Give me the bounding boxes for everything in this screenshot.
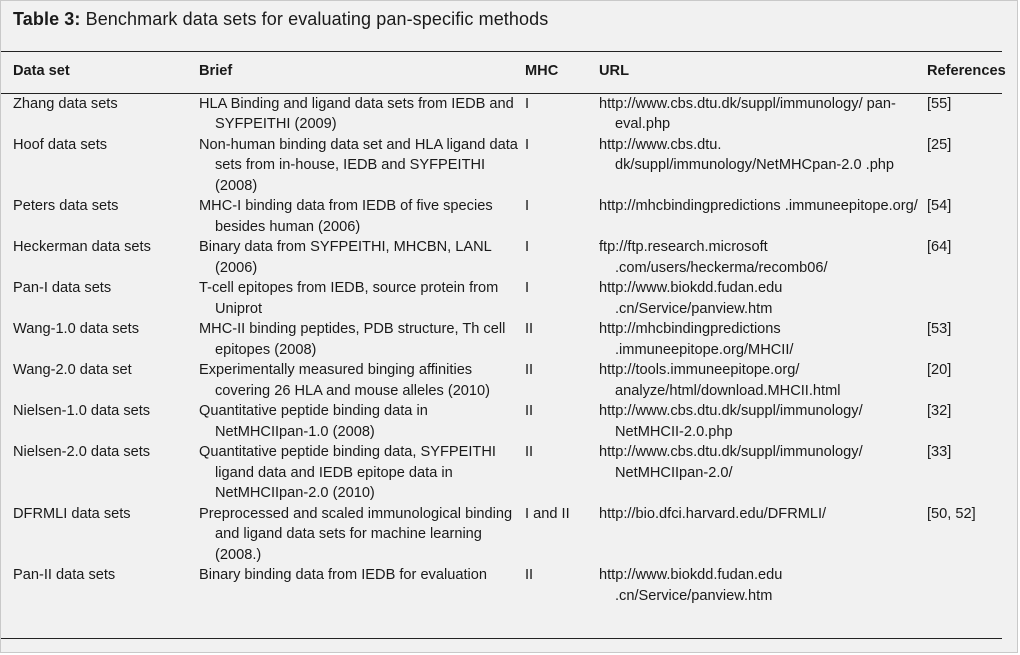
table-row	[1, 237, 1014, 278]
cell-dataset: Zhang data sets	[13, 95, 118, 112]
cell-dataset: Peters data sets	[13, 198, 119, 214]
cell-dataset: DFRMLI data sets	[13, 505, 131, 522]
cell-url[interactable]: http://mhcbindingpredictions .immuneepitope.org/MHCII/	[599, 321, 794, 358]
cell-brief: Experimentally measured binging affinities covering 26 HLA and mouse alleles (2010)	[199, 362, 491, 399]
cell-brief: Binary data from SYFPEITHI, MHCBN, LANL (2006)	[199, 239, 492, 276]
cell-references: [54]	[927, 198, 952, 214]
table-row	[1, 135, 1014, 197]
benchmark-table	[1, 55, 1014, 606]
table-row	[1, 319, 1014, 360]
cell-references: [33]	[927, 444, 952, 460]
cell-url[interactable]: ftp://ftp.research.microsoft .com/users/heckerma/recomb06/	[599, 239, 828, 276]
header-brief: Brief	[199, 63, 233, 79]
table-row	[1, 442, 1014, 504]
header-references: References	[927, 63, 1006, 79]
cell-references: [55]	[927, 95, 952, 112]
cell-dataset: Hoof data sets	[13, 136, 108, 153]
cell-references: [64]	[927, 239, 952, 255]
cell-references: [20]	[927, 362, 952, 378]
cell-url[interactable]: http://www.cbs.dtu.dk/suppl/immunology/ pan-eval.php	[599, 95, 896, 132]
header-mhc: MHC	[525, 63, 559, 79]
table-row	[1, 278, 1014, 319]
header-row	[1, 55, 1014, 94]
cell-mhc: II	[525, 362, 534, 378]
table-row	[1, 565, 1014, 606]
cell-references: [25]	[927, 136, 952, 153]
cell-brief: Non-human binding data set and HLA ligand data sets from in-house, IEDB and SYFPEITHI (2008)	[199, 136, 518, 194]
cell-dataset: Wang-2.0 data set	[13, 362, 132, 378]
cell-dataset: Nielsen-2.0 data sets	[13, 444, 151, 460]
cell-url[interactable]: http://www.cbs.dtu.dk/suppl/immunology/ NetMHCIIpan-2.0/	[599, 444, 863, 481]
cell-mhc: I	[525, 136, 530, 153]
cell-url[interactable]: http://www.biokdd.fudan.edu .cn/Service/panview.htm	[599, 280, 783, 317]
table-caption	[13, 9, 548, 30]
cell-brief: Binary binding data from IEDB for evaluation	[199, 567, 487, 583]
cell-mhc: I and II	[525, 505, 570, 522]
table-label: Table 3:	[13, 9, 81, 29]
table-title: Benchmark data sets for evaluating pan-specific methods	[85, 9, 549, 29]
cell-mhc: I	[525, 198, 530, 214]
cell-url[interactable]: http://bio.dfci.harvard.edu/DFRMLI/	[599, 505, 827, 522]
table-row	[1, 196, 1014, 237]
header-url: URL	[599, 63, 629, 79]
cell-url[interactable]: http://www.biokdd.fudan.edu .cn/Service/panview.htm	[599, 567, 783, 604]
cell-url[interactable]: http://www.cbs.dtu.dk/suppl/immunology/ NetMHCII-2.0.php	[599, 403, 863, 440]
cell-references: [32]	[927, 403, 952, 419]
cell-brief: Quantitative peptide binding data in NetMHCIIpan-1.0 (2008)	[199, 403, 428, 440]
cell-url[interactable]: http://tools.immuneepitope.org/ analyze/html/download.MHCII.html	[599, 362, 841, 399]
cell-url[interactable]: http://www.cbs.dtu. dk/suppl/immunology/NetMHCpan-2.0 .php	[599, 136, 895, 173]
cell-brief: MHC-II binding peptides, PDB structure, Th cell epitopes (2008)	[199, 321, 506, 358]
top-rule	[1, 51, 1002, 52]
bottom-rule	[1, 638, 1002, 639]
cell-mhc: II	[525, 321, 534, 337]
table-row	[1, 401, 1014, 442]
cell-mhc: II	[525, 403, 534, 419]
cell-mhc: I	[525, 239, 530, 255]
cell-dataset: Nielsen-1.0 data sets	[13, 403, 151, 419]
cell-mhc: II	[525, 444, 534, 460]
cell-references: [53]	[927, 321, 952, 337]
table-row	[1, 504, 1014, 566]
cell-references: [50, 52]	[927, 505, 976, 522]
cell-dataset: Pan-I data sets	[13, 280, 112, 296]
table-row	[1, 360, 1014, 401]
cell-dataset: Pan-II data sets	[13, 567, 116, 583]
cell-brief: Preprocessed and scaled immunological binding and ligand data sets for machine learning (2008.)	[199, 505, 513, 563]
cell-dataset: Heckerman data sets	[13, 239, 151, 255]
cell-mhc: I	[525, 95, 530, 112]
cell-mhc: II	[525, 567, 534, 583]
cell-mhc: I	[525, 280, 530, 296]
cell-brief: MHC-I binding data from IEDB of five species besides human (2006)	[199, 198, 493, 235]
header-dataset: Data set	[13, 63, 70, 79]
cell-dataset: Wang-1.0 data sets	[13, 321, 140, 337]
cell-url[interactable]: http://mhcbindingpredictions .immuneepitope.org/	[599, 198, 918, 214]
cell-references	[927, 278, 1014, 319]
cell-brief: T-cell epitopes from IEDB, source protein from Uniprot	[199, 280, 499, 317]
cell-brief: Quantitative peptide binding data, SYFPEITHI ligand data and IEDB epitope data in NetMHCIIpan-2.0 (2010)	[199, 444, 496, 501]
table-row	[1, 94, 1014, 135]
cell-references	[927, 565, 1014, 606]
cell-brief: HLA Binding and ligand data sets from IEDB and SYFPEITHI (2009)	[199, 95, 514, 132]
